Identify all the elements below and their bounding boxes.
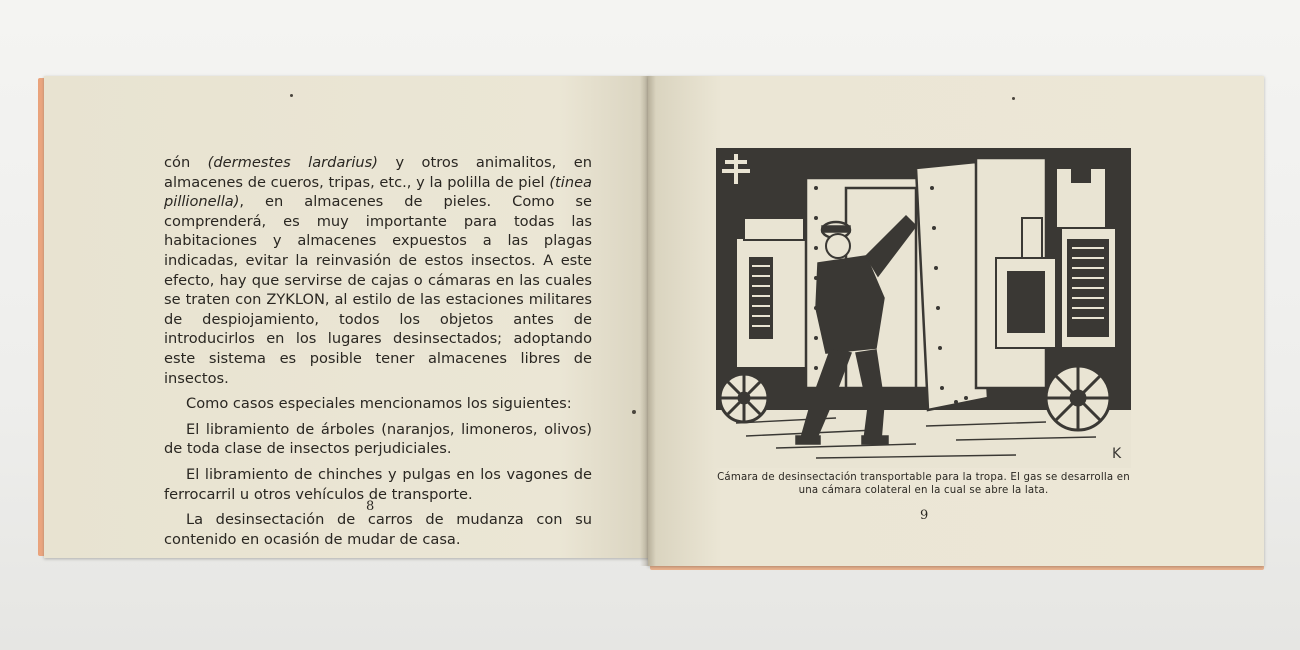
paper-speck bbox=[290, 94, 293, 97]
book-gutter bbox=[640, 76, 656, 566]
page-number-right: 9 bbox=[920, 508, 929, 523]
artist-signature: K bbox=[1112, 446, 1122, 462]
text-run: cón bbox=[164, 154, 208, 171]
paper-speck bbox=[1012, 97, 1015, 100]
species-name-dermestes: (dermestes lardarius) bbox=[207, 154, 378, 171]
illustration-caption bbox=[716, 471, 1131, 497]
paragraph-moving-vans: La desinsectación de carros de mudanza con su contenido en ocasión de mudar de casa. bbox=[164, 511, 592, 548]
opening-paragraph bbox=[164, 153, 592, 388]
disinfestation-chamber-drawing bbox=[716, 148, 1131, 468]
woodcut-illustration bbox=[716, 148, 1131, 468]
text-run: y otros animalitos, en almacenes de cueros, tripas, etc., y la polilla de piel bbox=[164, 154, 592, 191]
text-run: , en almacenes de pieles. Como se comprenderá, es muy importante para todas las habitaciones y almacenes expuestos a las plagas indicadas, evitar la reinvasión de estos insectos. A este efecto, hay que servirse de cajas o cámaras en las cuales se traten con ZYKLON, al estilo de las estaciones militares de despiojamiento, todos los objetos antes de introducirlos en los lugares desinsectados; adoptando este sistema es posible tener almacenes libres de insectos. bbox=[164, 193, 592, 387]
paragraph-special-cases: Como casos especiales mencionamos los siguientes: bbox=[186, 395, 572, 413]
paper-speck bbox=[632, 410, 636, 414]
caption-line-1: Cámara de desinsectación transportable para la tropa. El gas se desarrolla en bbox=[717, 472, 1130, 483]
species-name-tinea: (tinea pillionella) bbox=[164, 173, 592, 211]
caption-line-2: una cámara colateral en la cual se abre la lata. bbox=[798, 485, 1049, 496]
paragraph-railcars: El libramiento de chinches y pulgas en los vagones de ferrocarril u otros vehículos de transporte. bbox=[164, 465, 592, 503]
page-number-left: 8 bbox=[366, 499, 375, 514]
paragraph-trees: El libramiento de árboles (naranjos, limoneros, olivos) de toda clase de insectos perjudiciales. bbox=[164, 420, 592, 458]
left-page-body bbox=[164, 153, 592, 549]
